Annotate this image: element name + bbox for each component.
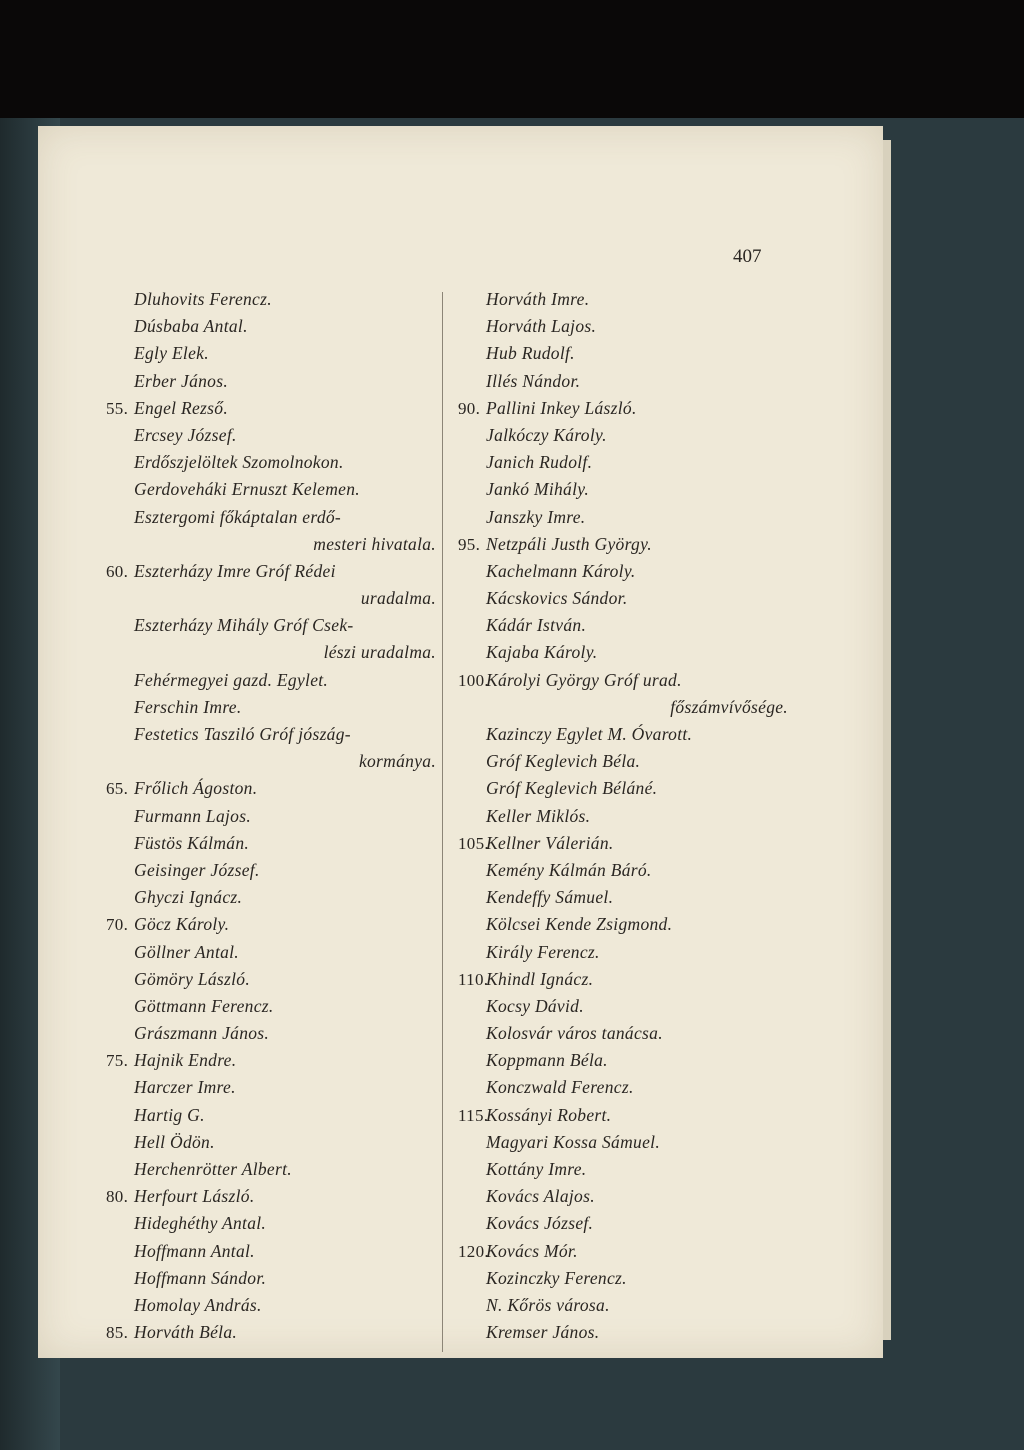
entry-name: kormánya.	[358, 751, 436, 772]
entry-name: Kovács Mór.	[486, 1240, 578, 1261]
entry-name: Furmann Lajos.	[134, 805, 251, 826]
entry-name: Pallini Inkey László.	[486, 397, 637, 418]
entry-name: Fehérmegyei gazd. Egylet.	[134, 669, 329, 690]
entry-number: 115.	[458, 1105, 489, 1125]
entry-name: N. Kőrös városa.	[486, 1294, 610, 1315]
list-item	[458, 939, 788, 966]
list-item	[106, 694, 436, 721]
entry-number: 100.	[458, 670, 489, 690]
entry-name: Herchenrötter Albert.	[134, 1159, 292, 1179]
list-item	[458, 966, 788, 993]
entry-name: Hub Rudolf.	[486, 343, 575, 364]
column-divider	[442, 292, 443, 1352]
entry-name: uradalma.	[360, 588, 436, 609]
list-item	[458, 395, 788, 422]
entry-name: Khindl Ignácz.	[486, 968, 594, 989]
right-column	[458, 286, 788, 1346]
entry-name: Kendeffy Sámuel.	[486, 887, 614, 908]
entry-name: Jankó Mihály.	[486, 479, 590, 500]
list-item	[458, 667, 788, 694]
list-item	[106, 884, 436, 911]
entry-number: 75.	[106, 1051, 129, 1071]
entry-name: Király Ferencz.	[486, 941, 600, 962]
entry-name: Eszterházy Imre Gróf Rédei	[134, 560, 336, 581]
list-item	[106, 1047, 436, 1074]
list-item	[458, 1210, 788, 1237]
list-item	[106, 939, 436, 966]
entry-name: Kozinczky Ferencz.	[486, 1267, 627, 1288]
list-item	[106, 395, 436, 422]
page-edge	[883, 140, 891, 1340]
list-item	[458, 449, 788, 476]
list-item	[458, 1319, 788, 1346]
entry-name: Hoffmann Antal.	[134, 1240, 255, 1261]
list-item	[458, 748, 788, 775]
entry-name: Füstös Kálmán.	[134, 832, 250, 853]
entry-name: Erber János.	[134, 370, 229, 391]
list-item	[458, 1102, 788, 1129]
entry-name: Festetics Tasziló Gróf jószág-	[134, 724, 351, 744]
entry-name: Kovács Alajos.	[486, 1186, 595, 1207]
list-item	[458, 775, 788, 802]
entry-name: Kovács József.	[486, 1213, 594, 1234]
list-item	[106, 612, 436, 639]
entry-name: Erdőszjelöltek Szomolnokon.	[134, 452, 344, 473]
entry-name: Kölcsei Kende Zsigmond.	[486, 914, 673, 935]
list-item	[458, 1238, 788, 1265]
entry-name: Horváth Imre.	[486, 289, 590, 309]
list-item	[458, 1156, 788, 1183]
entry-number: 120.	[458, 1241, 489, 1261]
entry-name: Herfourt László.	[134, 1186, 255, 1207]
entry-number: 95.	[458, 534, 481, 554]
entry-name: Ghyczi Ignácz.	[134, 887, 243, 908]
entry-name: Eszterházy Mihály Gróf Csek-	[134, 615, 354, 636]
list-item	[106, 1292, 436, 1319]
entry-name: főszámvívősége.	[670, 696, 788, 717]
entry-number: 60.	[106, 561, 129, 581]
entry-name: Kottány Imre.	[486, 1159, 587, 1179]
entry-number: 80.	[106, 1187, 129, 1207]
entry-name: Horváth Béla.	[134, 1322, 238, 1343]
entry-name: Netzpáli Justh György.	[486, 533, 652, 554]
list-item	[106, 721, 436, 748]
entry-name: Horváth Lajos.	[486, 316, 597, 337]
list-item	[458, 1292, 788, 1319]
list-item	[106, 1265, 436, 1292]
list-item	[106, 830, 436, 857]
list-item	[106, 313, 436, 340]
entry-name: Gömöry László.	[134, 968, 251, 989]
entry-name: Gróf Keglevich Béla.	[486, 751, 641, 772]
list-item	[458, 1074, 788, 1101]
list-item	[458, 993, 788, 1020]
list-item	[458, 1047, 788, 1074]
entry-name: Hideghéthy Antal.	[134, 1213, 267, 1234]
entry-number: 70.	[106, 915, 129, 935]
list-item	[106, 775, 436, 802]
list-item	[106, 993, 436, 1020]
list-item	[106, 340, 436, 367]
entry-name: Magyari Kossa Sámuel.	[486, 1131, 661, 1152]
list-item	[106, 531, 436, 558]
list-item	[106, 1183, 436, 1210]
entry-name: Geisinger József.	[134, 859, 260, 880]
list-item	[458, 694, 788, 721]
list-item	[458, 830, 788, 857]
list-item	[106, 558, 436, 585]
entry-name: Kemény Kálmán Báró.	[486, 859, 652, 880]
list-item	[458, 558, 788, 585]
list-item	[106, 667, 436, 694]
list-item	[458, 721, 788, 748]
list-item	[106, 748, 436, 775]
entry-name: Göttmann Ferencz.	[134, 995, 274, 1016]
entry-name: Harczer Imre.	[134, 1077, 236, 1098]
entry-name: Hartig G.	[134, 1104, 205, 1125]
list-item	[458, 531, 788, 558]
list-item	[458, 476, 788, 503]
list-item	[106, 504, 436, 531]
page-number: 407	[733, 246, 762, 267]
entry-name: Hajnik Endre.	[134, 1050, 237, 1071]
entry-name: Göcz Károly.	[134, 914, 230, 935]
entry-name: Ferschin Imre.	[134, 696, 242, 717]
entry-name: Engel Rezső.	[134, 397, 228, 418]
entry-name: Hell Ödön.	[134, 1131, 215, 1152]
entry-name: Kocsy Dávid.	[486, 995, 584, 1016]
entry-name: Kajaba Károly.	[486, 642, 598, 663]
entry-name: Kácskovics Sándor.	[486, 588, 628, 609]
entry-name: Janszky Imre.	[486, 506, 586, 527]
entry-name: Konczwald Ferencz.	[486, 1077, 634, 1098]
list-item	[106, 476, 436, 503]
list-item	[106, 1156, 436, 1183]
entry-name: Koppmann Béla.	[486, 1050, 608, 1071]
list-item	[458, 911, 788, 938]
entry-name: Keller Miklós.	[486, 805, 591, 826]
list-item	[106, 639, 436, 666]
list-item	[106, 449, 436, 476]
list-item	[458, 1020, 788, 1047]
list-item	[458, 286, 788, 313]
entry-name: Egly Elek.	[134, 343, 209, 364]
entry-name: Kossányi Robert.	[486, 1104, 612, 1125]
entry-number: 85.	[106, 1323, 129, 1343]
entry-name: lészi uradalma.	[323, 642, 436, 663]
entry-name: Kolosvár város tanácsa.	[486, 1023, 663, 1044]
entry-name: Grászmann János.	[134, 1023, 270, 1044]
entry-name: Kellner Válerián.	[486, 832, 614, 853]
entry-name: Dluhovits Ferencz.	[134, 289, 272, 309]
list-item	[458, 639, 788, 666]
entry-name: Kazinczy Egylet M. Óvarott.	[486, 724, 693, 744]
list-item	[106, 1102, 436, 1129]
list-item	[458, 340, 788, 367]
list-item	[106, 1210, 436, 1237]
entry-number: 110.	[458, 969, 489, 989]
list-item	[458, 803, 788, 830]
entry-name: Janich Rudolf.	[486, 452, 593, 473]
list-item	[106, 368, 436, 395]
entry-name: Göllner Antal.	[134, 941, 239, 962]
list-item	[458, 1129, 788, 1156]
list-item	[106, 422, 436, 449]
list-item	[458, 368, 788, 395]
entry-name: Dúsbaba Antal.	[134, 316, 248, 337]
entry-name: Jalkóczy Károly.	[486, 424, 607, 445]
list-item	[458, 585, 788, 612]
entry-name: Kremser János.	[486, 1322, 600, 1343]
entry-number: 90.	[458, 398, 481, 418]
list-item	[458, 1265, 788, 1292]
list-item	[458, 1183, 788, 1210]
entry-name: Ercsey József.	[134, 424, 237, 445]
entry-name: Esztergomi főkáptalan erdő-	[134, 506, 342, 527]
list-item	[458, 313, 788, 340]
list-item	[106, 1238, 436, 1265]
entry-number: 65.	[106, 779, 129, 799]
list-item	[106, 1020, 436, 1047]
entry-name: Homolay András.	[134, 1294, 262, 1315]
entry-number: 105.	[458, 833, 489, 853]
entry-name: mesteri hivatala.	[313, 533, 436, 554]
list-item	[458, 857, 788, 884]
entry-name: Gróf Keglevich Béláné.	[486, 778, 658, 799]
entry-name: Gerdoveháki Ernuszt Kelemen.	[134, 479, 360, 500]
entry-name: Frőlich Ágoston.	[134, 778, 258, 799]
entry-number: 55.	[106, 398, 129, 418]
entry-name: Hoffmann Sándor.	[134, 1267, 267, 1288]
list-item	[106, 1074, 436, 1101]
list-item	[106, 1129, 436, 1156]
left-column	[106, 286, 436, 1346]
list-item	[106, 803, 436, 830]
list-item	[458, 422, 788, 449]
list-item	[458, 612, 788, 639]
list-item	[458, 504, 788, 531]
entry-name: Illés Nándor.	[486, 370, 581, 391]
entry-name: Károlyi György Gróf urad.	[486, 669, 682, 690]
list-item	[106, 585, 436, 612]
list-item	[106, 286, 436, 313]
entry-name: Kádár István.	[486, 615, 587, 636]
list-item	[458, 884, 788, 911]
entry-name: Kachelmann Károly.	[486, 560, 636, 581]
list-item	[106, 857, 436, 884]
list-item	[106, 1319, 436, 1346]
list-item	[106, 911, 436, 938]
list-item	[106, 966, 436, 993]
